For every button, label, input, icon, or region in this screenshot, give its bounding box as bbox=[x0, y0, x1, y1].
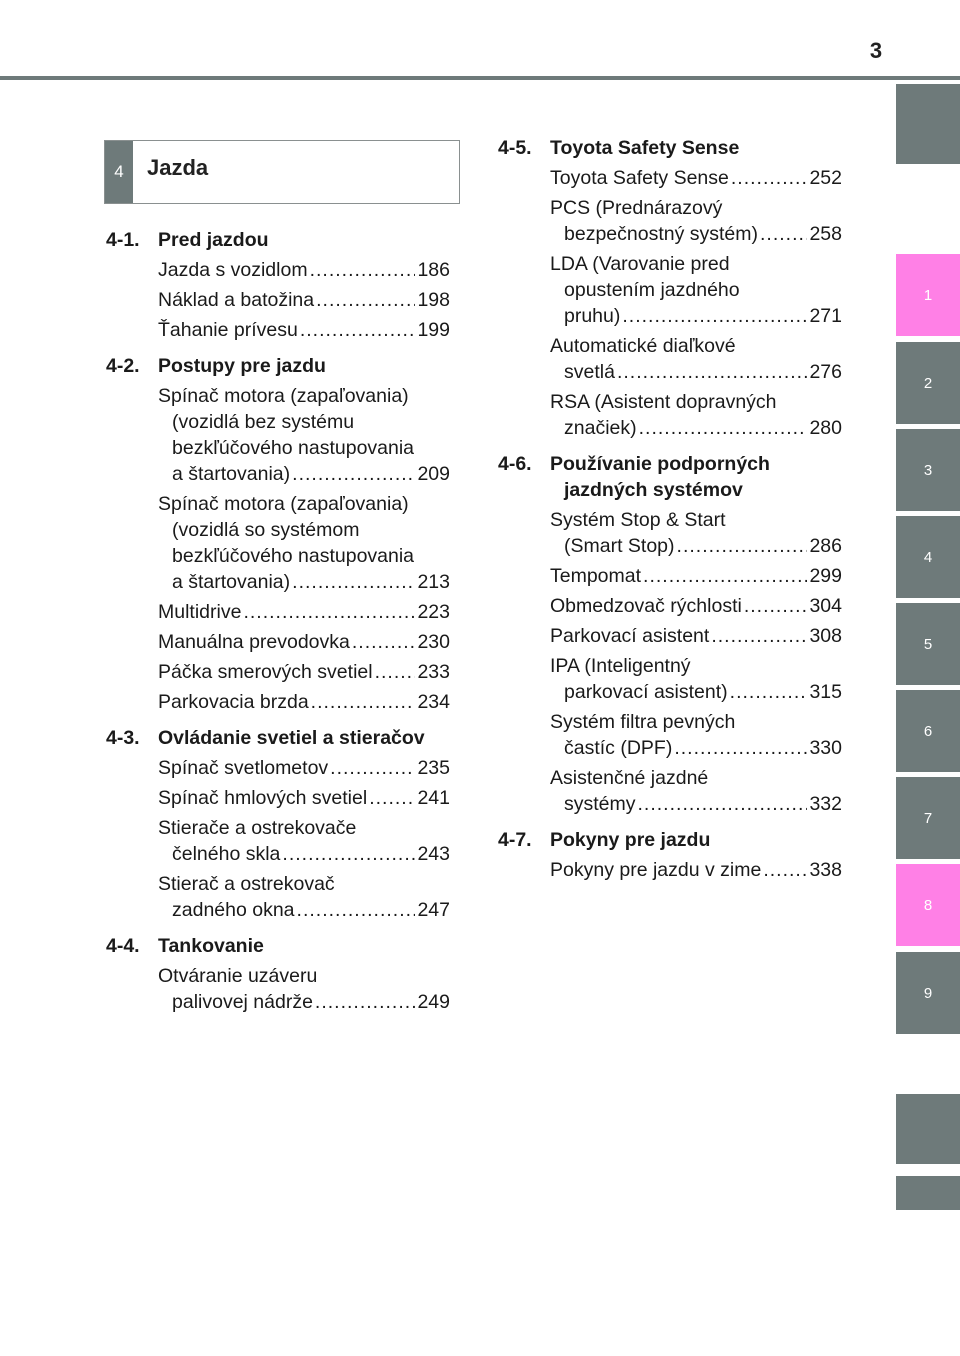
leader-dots bbox=[292, 461, 415, 487]
toc-entry[interactable] bbox=[106, 491, 450, 595]
toc-entry[interactable] bbox=[106, 629, 450, 655]
toc-entry[interactable] bbox=[106, 383, 450, 487]
entry-title: Spínač motora (zapaľovania) bbox=[158, 385, 409, 407]
chapter-tab-1[interactable]: 1 bbox=[896, 254, 960, 336]
toc-entry[interactable] bbox=[498, 653, 842, 705]
leader-dots bbox=[369, 785, 415, 811]
chapter-tab-8[interactable]: 8 bbox=[896, 864, 960, 946]
section-heading[interactable] bbox=[106, 933, 450, 959]
entry-page-number: 247 bbox=[417, 899, 450, 921]
entry-page-number: 198 bbox=[417, 289, 450, 311]
chapter-tab-4[interactable]: 4 bbox=[896, 516, 960, 598]
entry-page-number: 223 bbox=[417, 601, 450, 623]
entry-page-number: 258 bbox=[809, 223, 842, 245]
leader-dots bbox=[763, 857, 807, 883]
toc-entry[interactable] bbox=[498, 333, 842, 385]
entry-page-number: 332 bbox=[809, 793, 842, 815]
toc-entry[interactable] bbox=[106, 689, 450, 715]
entry-page-number: 315 bbox=[809, 681, 842, 703]
toc-entry[interactable] bbox=[498, 857, 842, 883]
entry-page-number: 213 bbox=[417, 571, 450, 593]
leader-dots bbox=[639, 415, 808, 441]
toc-entry[interactable] bbox=[498, 765, 842, 817]
section-heading[interactable] bbox=[106, 353, 450, 379]
entry-page-number: 304 bbox=[809, 595, 842, 617]
entry-page-number: 299 bbox=[809, 565, 842, 587]
leader-dots bbox=[311, 689, 416, 715]
entry-title: Pokyny pre jazdu v zime bbox=[550, 859, 762, 881]
chapter-number-badge: 4 bbox=[105, 141, 133, 203]
entry-page-number: 249 bbox=[417, 991, 450, 1013]
entry-title: Parkovací asistent bbox=[550, 625, 710, 647]
entry-page-number: 280 bbox=[809, 417, 842, 439]
entry-title: Systém Stop & Start bbox=[550, 509, 726, 531]
entry-page-number: 276 bbox=[809, 361, 842, 383]
chapter-tab[interactable] bbox=[896, 84, 960, 164]
section-title: Ovládanie svetiel a stieračov bbox=[158, 727, 425, 749]
entry-page-number: 209 bbox=[417, 463, 450, 485]
toc-entry[interactable] bbox=[498, 251, 842, 329]
toc-entry[interactable] bbox=[498, 709, 842, 761]
entry-title: Toyota Safety Sense bbox=[550, 167, 729, 189]
toc-entry[interactable] bbox=[106, 785, 450, 811]
entry-title: a štartovania) bbox=[172, 571, 291, 593]
entry-page-number: 233 bbox=[417, 661, 450, 683]
toc-section bbox=[106, 725, 450, 933]
leader-dots bbox=[622, 303, 807, 329]
toc-entry[interactable] bbox=[106, 963, 450, 1015]
leader-dots bbox=[243, 599, 415, 625]
entry-page-number: 243 bbox=[417, 843, 450, 865]
toc-entry[interactable] bbox=[498, 165, 842, 191]
entry-title: Manuálna prevodovka bbox=[158, 631, 350, 653]
leader-dots bbox=[643, 563, 807, 589]
toc-column-left bbox=[106, 227, 450, 1025]
entry-title: parkovací asistent) bbox=[564, 681, 728, 703]
entry-title: Náklad a batožina bbox=[158, 289, 315, 311]
entry-title: Spínač hmlových svetiel bbox=[158, 787, 368, 809]
entry-title: opustením jazdného bbox=[564, 279, 740, 301]
chapter-tab-2[interactable]: 2 bbox=[896, 342, 960, 424]
toc-entry[interactable] bbox=[498, 389, 842, 441]
leader-dots bbox=[375, 659, 416, 685]
entry-title: zadného okna bbox=[172, 899, 295, 921]
entry-page-number: 252 bbox=[809, 167, 842, 189]
leader-dots bbox=[300, 317, 416, 343]
toc-entry[interactable] bbox=[106, 871, 450, 923]
toc-entry[interactable] bbox=[106, 317, 450, 343]
toc-entry[interactable] bbox=[106, 659, 450, 685]
toc-column-right bbox=[498, 135, 842, 893]
entry-page-number: 330 bbox=[809, 737, 842, 759]
toc-entry[interactable] bbox=[498, 563, 842, 589]
entry-title: a štartovania) bbox=[172, 463, 291, 485]
leader-dots bbox=[674, 735, 807, 761]
toc-entry[interactable] bbox=[498, 195, 842, 247]
section-title: Pokyny pre jazdu bbox=[550, 829, 711, 851]
chapter-tab-9[interactable]: 9 bbox=[896, 952, 960, 1034]
leader-dots bbox=[292, 569, 415, 595]
entry-title: Automatické diaľkové bbox=[550, 335, 736, 357]
section-title: Postupy pre jazdu bbox=[158, 355, 326, 377]
entry-title: Jazda s vozidlom bbox=[158, 259, 308, 281]
leader-dots bbox=[297, 897, 416, 923]
section-heading[interactable] bbox=[498, 451, 842, 503]
entry-page-number: 235 bbox=[417, 757, 450, 779]
entry-title: (vozidlá so systémom bbox=[172, 519, 360, 541]
entry-title: IPA (Inteligentný bbox=[550, 655, 691, 677]
leader-dots bbox=[730, 679, 808, 705]
entry-title: Tempomat bbox=[550, 565, 642, 587]
toc-entry[interactable] bbox=[498, 623, 842, 649]
toc-entry[interactable] bbox=[498, 507, 842, 559]
section-number: 4-1. bbox=[106, 229, 140, 251]
entry-title: Spínač svetlometov bbox=[158, 757, 329, 779]
entry-title: LDA (Varovanie pred bbox=[550, 253, 730, 275]
entry-title: PCS (Prednárazový bbox=[550, 197, 723, 219]
entry-title: palivovej nádrže bbox=[172, 991, 313, 1013]
chapter-tab-5[interactable]: 5 bbox=[896, 603, 960, 685]
section-heading[interactable] bbox=[498, 135, 842, 161]
leader-dots bbox=[315, 989, 416, 1015]
entry-page-number: 241 bbox=[417, 787, 450, 809]
toc-entry[interactable] bbox=[106, 257, 450, 283]
toc-section bbox=[106, 353, 450, 725]
toc-entry[interactable] bbox=[106, 755, 450, 781]
section-heading[interactable] bbox=[106, 227, 450, 253]
section-title: Toyota Safety Sense bbox=[550, 137, 740, 159]
entry-page-number: 308 bbox=[809, 625, 842, 647]
section-title: Používanie podporných bbox=[550, 453, 770, 475]
chapter-tab-6[interactable]: 6 bbox=[896, 690, 960, 772]
leader-dots bbox=[617, 359, 808, 385]
entry-page-number: 199 bbox=[417, 319, 450, 341]
section-number: 4-6. bbox=[498, 453, 532, 475]
toc-section bbox=[106, 933, 450, 1025]
section-title: Pred jazdou bbox=[158, 229, 269, 251]
leader-dots bbox=[330, 755, 415, 781]
toc-entry[interactable] bbox=[106, 287, 450, 313]
section-heading[interactable] bbox=[498, 827, 842, 853]
toc-section bbox=[106, 227, 450, 353]
entry-title: bezpečnostný systém) bbox=[564, 223, 759, 245]
toc-entry[interactable] bbox=[106, 599, 450, 625]
section-number: 4-4. bbox=[106, 935, 140, 957]
entry-title: Asistenčné jazdné bbox=[550, 767, 709, 789]
entry-page-number: 271 bbox=[809, 305, 842, 327]
entry-title: Stierače a ostrekovače bbox=[158, 817, 357, 839]
entry-title: (Smart Stop) bbox=[564, 535, 675, 557]
leader-dots bbox=[711, 623, 807, 649]
entry-title: častíc (DPF) bbox=[564, 737, 673, 759]
entry-page-number: 234 bbox=[417, 691, 450, 713]
section-number: 4-7. bbox=[498, 829, 532, 851]
entry-title: Systém filtra pevných bbox=[550, 711, 736, 733]
entry-title: Otváranie uzáveru bbox=[158, 965, 318, 987]
leader-dots bbox=[282, 841, 415, 867]
entry-title: Páčka smerových svetiel bbox=[158, 661, 373, 683]
toc-entry[interactable] bbox=[498, 593, 842, 619]
section-number: 4-2. bbox=[106, 355, 140, 377]
entry-title: Obmedzovač rýchlosti bbox=[550, 595, 742, 617]
chapter-tab-7[interactable]: 7 bbox=[896, 777, 960, 859]
toc-section bbox=[498, 827, 842, 893]
entry-title: pruhu) bbox=[564, 305, 621, 327]
section-number: 4-3. bbox=[106, 727, 140, 749]
leader-dots bbox=[744, 593, 808, 619]
entry-title: Spínač motora (zapaľovania) bbox=[158, 493, 409, 515]
leader-dots bbox=[310, 257, 416, 283]
chapter-tab[interactable] bbox=[896, 1094, 960, 1164]
toc-section bbox=[498, 135, 842, 451]
entry-title: čelného skla bbox=[172, 843, 281, 865]
chapter-tab-3[interactable]: 3 bbox=[896, 429, 960, 511]
entry-title: Multidrive bbox=[158, 601, 242, 623]
entry-title: bezkľúčového nastupovania bbox=[172, 437, 415, 459]
toc-section bbox=[498, 451, 842, 827]
leader-dots bbox=[677, 533, 808, 559]
entry-page-number: 186 bbox=[417, 259, 450, 281]
leader-dots bbox=[760, 221, 807, 247]
section-number: 4-5. bbox=[498, 137, 532, 159]
page-number: 3 bbox=[869, 38, 883, 63]
leader-dots bbox=[638, 791, 808, 817]
toc-entry[interactable] bbox=[106, 815, 450, 867]
entry-title: systémy bbox=[564, 793, 636, 815]
section-title: Tankovanie bbox=[158, 935, 264, 957]
entry-page-number: 286 bbox=[809, 535, 842, 557]
header-rule bbox=[0, 76, 960, 80]
entry-title: (vozidlá bez systému bbox=[172, 411, 355, 433]
section-heading[interactable] bbox=[106, 725, 450, 751]
entry-page-number: 338 bbox=[809, 859, 842, 881]
chapter-tab[interactable] bbox=[896, 1176, 960, 1210]
leader-dots bbox=[352, 629, 416, 655]
entry-title: Parkovacia brzda bbox=[158, 691, 309, 713]
entry-page-number: 230 bbox=[417, 631, 450, 653]
chapter-title: Jazda bbox=[147, 155, 209, 180]
entry-title: Stierač a ostrekovač bbox=[158, 873, 335, 895]
entry-title: Ťahanie prívesu bbox=[158, 319, 298, 341]
entry-title: bezkľúčového nastupovania bbox=[172, 545, 415, 567]
entry-title: RSA (Asistent dopravných bbox=[550, 391, 777, 413]
section-title: jazdných systémov bbox=[564, 479, 743, 501]
entry-title: svetlá bbox=[564, 361, 615, 383]
entry-title: značiek) bbox=[564, 417, 637, 439]
chapter-heading bbox=[104, 140, 460, 204]
leader-dots bbox=[316, 287, 415, 313]
leader-dots bbox=[731, 165, 808, 191]
